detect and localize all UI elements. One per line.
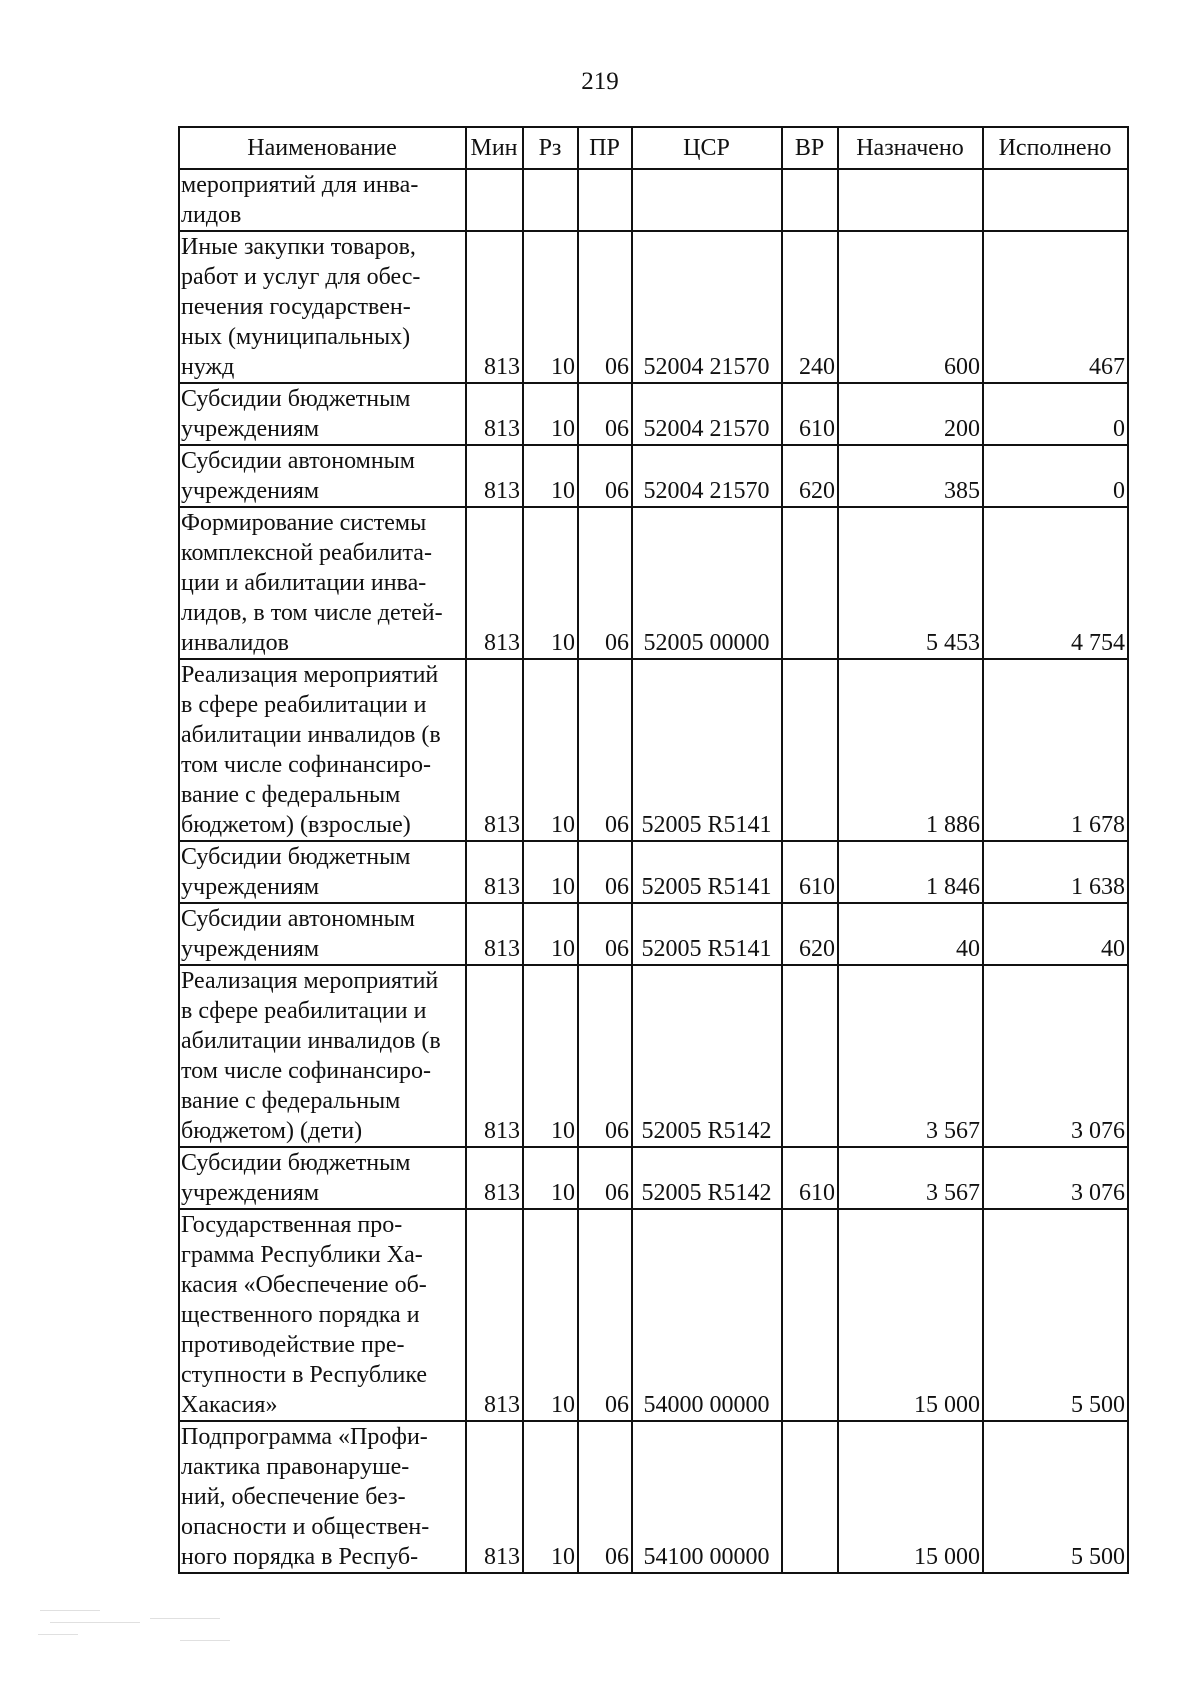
cell-csr <box>632 169 782 231</box>
cell-assigned <box>838 169 983 231</box>
scan-noise <box>30 1600 270 1680</box>
table-row <box>179 1209 1128 1421</box>
table-row <box>179 1147 1128 1209</box>
cell-name: Реализация мероприятий в сфере реабилитации и абилитации инвалидов (в том числе софинансиро- вание с федеральным бюджетом) (дети) <box>179 965 466 1147</box>
cell-rz: 10 <box>523 1421 578 1573</box>
header-vr: ВР <box>782 127 838 169</box>
cell-pr: 06 <box>578 383 632 445</box>
cell-min: 813 <box>466 1209 523 1421</box>
cell-name: Государственная про- грамма Республики Ха- касия «Обеспечение об- щественного порядка и противодействие пре- ступности в Республике Хакасия» <box>179 1209 466 1421</box>
cell-rz: 10 <box>523 1209 578 1421</box>
cell-pr <box>578 169 632 231</box>
cell-assigned: 385 <box>838 445 983 507</box>
table-header-row <box>179 127 1128 169</box>
cell-assigned: 1 846 <box>838 841 983 903</box>
cell-assigned: 200 <box>838 383 983 445</box>
cell-pr: 06 <box>578 659 632 841</box>
cell-name: Субсидии бюджетным учреждениям <box>179 383 466 445</box>
cell-rz: 10 <box>523 231 578 383</box>
cell-pr: 06 <box>578 507 632 659</box>
cell-vr: 620 <box>782 445 838 507</box>
table-body <box>179 169 1128 1573</box>
cell-name: Субсидии автономным учреждениям <box>179 903 466 965</box>
cell-csr: 52005 R5142 <box>632 965 782 1147</box>
cell-min: 813 <box>466 965 523 1147</box>
table-row <box>179 903 1128 965</box>
cell-name: Субсидии автономным учреждениям <box>179 445 466 507</box>
cell-csr: 52004 21570 <box>632 445 782 507</box>
table-row <box>179 841 1128 903</box>
cell-vr <box>782 659 838 841</box>
cell-pr: 06 <box>578 841 632 903</box>
cell-csr: 52005 R5141 <box>632 659 782 841</box>
table-row <box>179 1421 1128 1573</box>
cell-name: Формирование системы комплексной реабилита- ции и абилитации инва- лидов, в том числе детей- инвалидов <box>179 507 466 659</box>
cell-executed: 0 <box>983 383 1128 445</box>
cell-executed: 5 500 <box>983 1421 1128 1573</box>
header-csr: ЦСР <box>632 127 782 169</box>
cell-csr: 52005 R5142 <box>632 1147 782 1209</box>
cell-vr: 610 <box>782 383 838 445</box>
header-rz: Рз <box>523 127 578 169</box>
cell-csr: 52005 R5141 <box>632 903 782 965</box>
cell-assigned: 3 567 <box>838 1147 983 1209</box>
cell-executed: 0 <box>983 445 1128 507</box>
cell-rz: 10 <box>523 841 578 903</box>
cell-min: 813 <box>466 445 523 507</box>
cell-pr: 06 <box>578 1147 632 1209</box>
cell-executed: 3 076 <box>983 965 1128 1147</box>
cell-vr <box>782 1421 838 1573</box>
cell-assigned: 3 567 <box>838 965 983 1147</box>
cell-rz: 10 <box>523 903 578 965</box>
cell-rz: 10 <box>523 383 578 445</box>
cell-assigned: 15 000 <box>838 1209 983 1421</box>
cell-name: Реализация мероприятий в сфере реабилитации и абилитации инвалидов (в том числе софинансиро- вание с федеральным бюджетом) (взрослые) <box>179 659 466 841</box>
cell-min: 813 <box>466 903 523 965</box>
cell-min: 813 <box>466 383 523 445</box>
cell-vr: 610 <box>782 1147 838 1209</box>
table-row <box>179 383 1128 445</box>
table-row <box>179 965 1128 1147</box>
cell-rz: 10 <box>523 507 578 659</box>
cell-name: Субсидии бюджетным учреждениям <box>179 841 466 903</box>
cell-executed: 40 <box>983 903 1128 965</box>
header-pr: ПР <box>578 127 632 169</box>
cell-assigned: 5 453 <box>838 507 983 659</box>
cell-executed: 3 076 <box>983 1147 1128 1209</box>
cell-vr: 610 <box>782 841 838 903</box>
cell-pr: 06 <box>578 1209 632 1421</box>
table-row <box>179 507 1128 659</box>
cell-vr <box>782 1209 838 1421</box>
cell-name: мероприятий для инва- лидов <box>179 169 466 231</box>
cell-csr: 54100 00000 <box>632 1421 782 1573</box>
cell-pr: 06 <box>578 903 632 965</box>
cell-min: 813 <box>466 659 523 841</box>
cell-vr <box>782 169 838 231</box>
cell-rz: 10 <box>523 965 578 1147</box>
cell-csr: 52005 00000 <box>632 507 782 659</box>
table-row <box>179 169 1128 231</box>
cell-assigned: 15 000 <box>838 1421 983 1573</box>
cell-assigned: 1 886 <box>838 659 983 841</box>
table-row <box>179 659 1128 841</box>
cell-assigned: 40 <box>838 903 983 965</box>
cell-vr: 240 <box>782 231 838 383</box>
table-row <box>179 445 1128 507</box>
cell-executed: 4 754 <box>983 507 1128 659</box>
cell-rz: 10 <box>523 1147 578 1209</box>
header-assigned: Назначено <box>838 127 983 169</box>
cell-name: Подпрограмма «Профи- лактика правонаруше- ний, обеспечение без- опасности и обществен- ного порядка в Респуб- <box>179 1421 466 1573</box>
cell-csr: 52004 21570 <box>632 231 782 383</box>
cell-min: 813 <box>466 1147 523 1209</box>
cell-pr: 06 <box>578 965 632 1147</box>
cell-pr: 06 <box>578 1421 632 1573</box>
page-number: 219 <box>581 68 619 95</box>
cell-vr: 620 <box>782 903 838 965</box>
cell-name: Субсидии бюджетным учреждениям <box>179 1147 466 1209</box>
header-executed: Исполнено <box>983 127 1128 169</box>
cell-min: 813 <box>466 841 523 903</box>
cell-vr <box>782 965 838 1147</box>
cell-min: 813 <box>466 231 523 383</box>
cell-csr: 54000 00000 <box>632 1209 782 1421</box>
cell-executed: 1 638 <box>983 841 1128 903</box>
cell-min: 813 <box>466 1421 523 1573</box>
cell-rz: 10 <box>523 659 578 841</box>
header-min: Мин <box>466 127 523 169</box>
cell-rz <box>523 169 578 231</box>
cell-name: Иные закупки товаров, работ и услуг для обес- печения государствен- ных (муниципальных) нужд <box>179 231 466 383</box>
cell-vr <box>782 507 838 659</box>
cell-rz: 10 <box>523 445 578 507</box>
cell-csr: 52004 21570 <box>632 383 782 445</box>
cell-csr: 52005 R5141 <box>632 841 782 903</box>
cell-pr: 06 <box>578 445 632 507</box>
cell-min: 813 <box>466 507 523 659</box>
cell-pr: 06 <box>578 231 632 383</box>
header-name: Наименование <box>179 127 466 169</box>
cell-assigned: 600 <box>838 231 983 383</box>
cell-executed <box>983 169 1128 231</box>
table-row <box>179 231 1128 383</box>
budget-table <box>178 126 1129 1574</box>
cell-executed: 1 678 <box>983 659 1128 841</box>
cell-executed: 467 <box>983 231 1128 383</box>
cell-executed: 5 500 <box>983 1209 1128 1421</box>
cell-min <box>466 169 523 231</box>
